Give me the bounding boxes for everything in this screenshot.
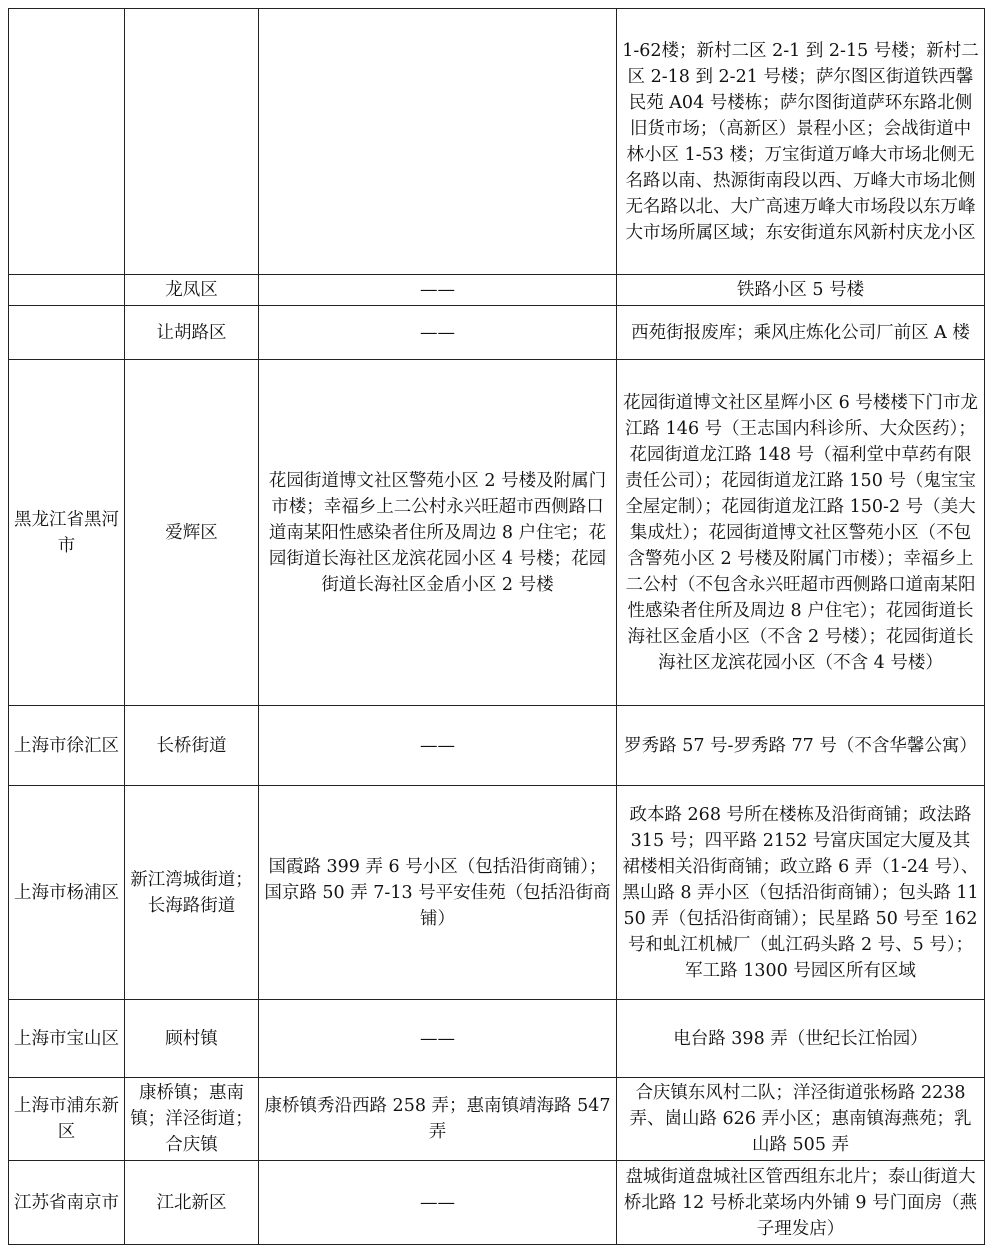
- medium-risk-cell: 罗秀路 57 号-罗秀路 77 号（不含华馨公寓）: [617, 706, 985, 786]
- table-row: [9, 1000, 985, 1078]
- region-cell: 上海市杨浦区: [9, 786, 125, 1000]
- medium-risk-cell: 合庆镇东风村二队；洋泾街道张杨路 2238 弄、崮山路 626 弄小区；惠南镇海燕苑；乳山路 505 弄: [617, 1078, 985, 1161]
- table-row: [9, 706, 985, 786]
- risk-area-table: [8, 8, 985, 1245]
- district-cell: 江北新区: [125, 1161, 259, 1245]
- high-risk-cell: 国霞路 399 弄 6 号小区（包括沿街商铺）；国京路 50 弄 7-13 号平安佳苑（包括沿街商铺）: [259, 786, 617, 1000]
- district-cell: 爱辉区: [125, 360, 259, 706]
- region-cell: 黑龙江省黑河市: [9, 360, 125, 706]
- table-row: [9, 1078, 985, 1161]
- table-row: [9, 786, 985, 1000]
- medium-risk-cell: 西苑街报废库；乘风庄炼化公司厂前区 A 楼: [617, 306, 985, 360]
- medium-risk-cell: 政本路 268 号所在楼栋及沿街商铺；政法路 315 号；四平路 2152 号富庆国定大厦及其裙楼相关沿街商铺；政立路 6 弄（1-24 号）、黑山路 8 弄小区（包括沿街商铺）；包头路 1150 弄（包括沿街商铺）；民星路 50 号至 162 号和虬江机械厂（虬江码头路 2 号、5 号）；军工路 1300 号园区所有区域: [617, 786, 985, 1000]
- district-cell: 龙凤区: [125, 275, 259, 306]
- high-risk-cell: 花园街道博文社区警苑小区 2 号楼及附属门市楼；幸福乡上二公村永兴旺超市西侧路口道南某阳性感染者住所及周边 8 户住宅；花园街道长海社区龙滨花园小区 4 号楼；花园街道长海社区金盾小区 2 号楼: [259, 360, 617, 706]
- table-row: [9, 306, 985, 360]
- district-cell: [125, 9, 259, 275]
- high-risk-cell: [259, 9, 617, 275]
- high-risk-cell: 康桥镇秀沿西路 258 弄；惠南镇靖海路 547 弄: [259, 1078, 617, 1161]
- medium-risk-cell: 铁路小区 5 号楼: [617, 275, 985, 306]
- region-cell: 上海市徐汇区: [9, 706, 125, 786]
- high-risk-cell: ——: [259, 1161, 617, 1245]
- region-cell: 上海市宝山区: [9, 1000, 125, 1078]
- medium-risk-cell: 花园街道博文社区星辉小区 6 号楼楼下门市龙江路 146 号（王志国内科诊所、大众医药）；花园街道龙江路 148 号（福利堂中草药有限责任公司）；花园街道龙江路 150 号（鬼宝宝全屋定制）；花园街道龙江路 150-2 号（美大集成灶）；花园街道博文社区警苑小区（不包含警苑小区 2 号楼及附属门市楼）；幸福乡上二公村（不包含永兴旺超市西侧路口道南某阳性感染者住所及周边 8 户住宅）；花园街道长海社区金盾小区（不含 2 号楼）；花园街道长海社区龙滨花园小区（不含 4 号楼）: [617, 360, 985, 706]
- table-row: [9, 1161, 985, 1245]
- district-cell: 让胡路区: [125, 306, 259, 360]
- high-risk-cell: ——: [259, 1000, 617, 1078]
- district-cell: 康桥镇；惠南镇；洋泾街道；合庆镇: [125, 1078, 259, 1161]
- region-cell: 上海市浦东新区: [9, 1078, 125, 1161]
- medium-risk-cell: 电台路 398 弄（世纪长江怡园）: [617, 1000, 985, 1078]
- high-risk-cell: ——: [259, 706, 617, 786]
- region-cell: [9, 306, 125, 360]
- district-cell: 新江湾城街道；长海路街道: [125, 786, 259, 1000]
- medium-risk-cell: 1-62楼；新村二区 2-1 到 2-15 号楼；新村二区 2-18 到 2-21 号楼；萨尔图区街道铁西馨民苑 A04 号楼栋；萨尔图街道萨环东路北侧旧货市场；（高新区）景程小区；会战街道中林小区 1-53 楼；万宝街道万峰大市场北侧无名路以南、热源街南段以西、万峰大市场北侧无名路以北、大广高速万峰大市场段以东万峰大市场所属区域；东安街道东风新村庆龙小区: [617, 9, 985, 275]
- region-cell: [9, 275, 125, 306]
- high-risk-cell: ——: [259, 306, 617, 360]
- district-cell: 长桥街道: [125, 706, 259, 786]
- region-cell: 江苏省南京市: [9, 1161, 125, 1245]
- table-row: [9, 275, 985, 306]
- district-cell: 顾村镇: [125, 1000, 259, 1078]
- table-row: [9, 9, 985, 275]
- high-risk-cell: ——: [259, 275, 617, 306]
- region-cell: [9, 9, 125, 275]
- medium-risk-cell: 盘城街道盘城社区管西组东北片；泰山街道大桥北路 12 号桥北菜场内外铺 9 号门面房（燕子理发店）: [617, 1161, 985, 1245]
- table-row: [9, 360, 985, 706]
